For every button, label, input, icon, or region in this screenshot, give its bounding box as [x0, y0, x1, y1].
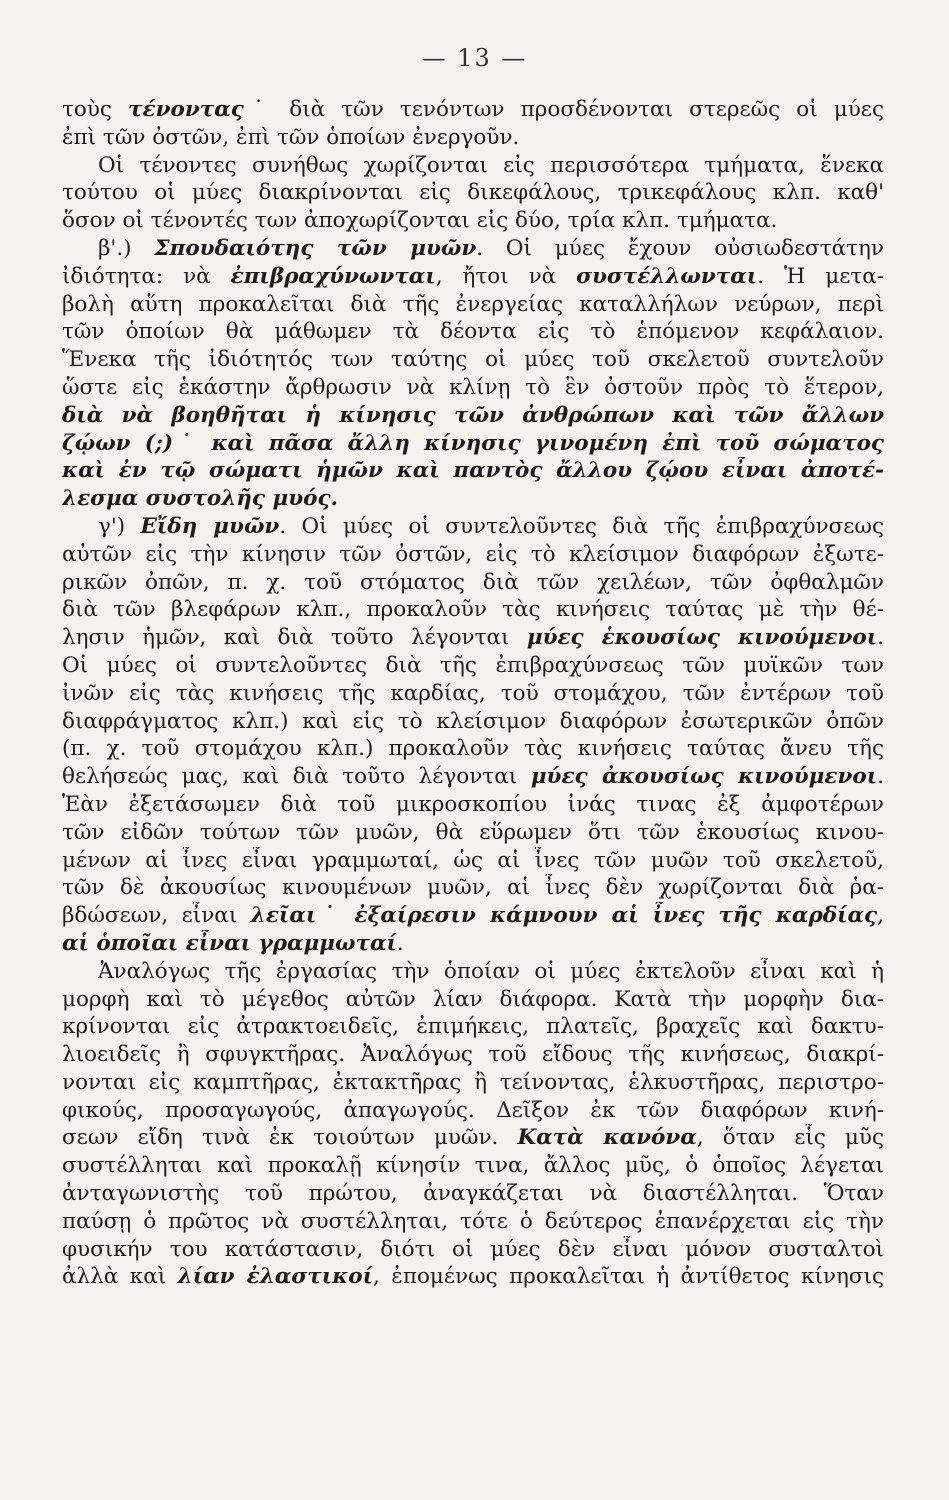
text-line [62, 207, 884, 235]
text-line [62, 680, 884, 708]
text-line [62, 179, 884, 207]
text-line [62, 1069, 884, 1097]
text-span: θελήσεώς μας, καὶ διὰ τοῦτο λέγονται [62, 764, 531, 790]
text-line [62, 1152, 884, 1180]
text-span: Ἀναλόγως τῆς ἐργασίας τὴν ὁποίαν οἱ μύες ἐκτελοῦν εἶναι καὶ ἡ [98, 958, 884, 984]
text-span: βολὴ αὕτη προκαλεῖται διὰ τῆς ἐνεργείας καταλλήλων νεύρων, περὶ [62, 291, 884, 317]
emphasis-text: λεῖαι˙ ἐξαίρεσιν κάμνουν αἱ ἶνες τῆς καρδίας [250, 903, 878, 929]
text-span: σεων εἴδη τινὰ ἐκ τοιούτων μυῶν. [62, 1125, 518, 1151]
text-span: παύσῃ ὁ πρῶτος νὰ συστέλληται, τότε ὁ δεύτερος ἐπανέρχεται εἰς τὴν [62, 1208, 884, 1234]
text-span: μορφὴ καὶ τὸ μέγεθος αὐτῶν λίαν διάφορα. Κατὰ τὴν μορφὴν δια- [62, 986, 884, 1012]
text-line [62, 763, 884, 791]
text-span: τῶν ὁποίων θὰ μάθωμεν τὰ δέοντα εἰς τὸ ἑπόμενον κεφάλαιον. [62, 319, 884, 345]
emphasis-text: ζῴων (;)˙ καὶ πᾶσα ἄλλη κίνησις γινομένη ἐπὶ τοῦ σώματος [62, 430, 884, 456]
text-line [62, 346, 884, 374]
text-line [62, 1263, 884, 1291]
text-span: β'.) [98, 235, 155, 261]
text-span: ρικῶν ὀπῶν, π. χ. τοῦ στόματος διὰ τῶν χειλέων, τῶν ὀφθαλμῶν [62, 569, 884, 595]
text-span: ἀλλὰ καὶ [62, 1264, 178, 1290]
emphasis-text: μύες ἑκουσίως κινούμενοι [526, 625, 878, 651]
text-span: ἐπὶ τῶν ὀστῶν, ἐπὶ τῶν ὁποίων ἐνεργοῦν. [62, 124, 520, 150]
text-span: βδώσεων, εἶναι [62, 903, 251, 929]
text-span: γ') [98, 513, 141, 539]
text-span: τῶν εἰδῶν τούτων τῶν μυῶν, θὰ εὕρωμεν ὅτι τῶν ἑκουσίως κινου- [62, 819, 884, 845]
text-span: ἰδιότητα: νὰ [62, 263, 231, 289]
text-span: Ἐὰν ἐξετάσωμεν διὰ τοῦ μικροσκοπίου ἰνάς τινας ἐξ ἀμφοτέρων [62, 791, 884, 817]
text-span: συστέλληται καὶ προκαλῇ κίνησίν τινα, ἄλλος μῦς, ὁ ὁποῖος λέγεται [62, 1153, 884, 1179]
text-span: ὅσον οἱ τένοντές των ἀποχωρίζονται εἰς δύο, τρία κλπ. τμήματα. [62, 208, 778, 234]
text-line [62, 318, 884, 346]
text-line [62, 430, 884, 458]
text-line [62, 791, 884, 819]
text-line [62, 124, 884, 152]
text-span: (π. χ. τοῦ στομάχου κλπ.) προκαλοῦν τὰς κινήσεις ταύτας ἄνευ τῆς [62, 736, 884, 762]
text-span: , ὅταν εἷς μῦς [696, 1125, 884, 1151]
text-line [62, 1041, 884, 1069]
text-line [62, 96, 884, 124]
text-line [62, 652, 884, 680]
text-line [62, 1236, 884, 1264]
text-line [62, 402, 884, 430]
text-span: διαφράγματος κλπ.) καὶ εἰς τὸ κλείσιμον διαφόρων ἐσωτερικῶν ὀπῶν [62, 708, 884, 734]
text-line [62, 569, 884, 597]
emphasis-text: λίαν ἐλαστικοί [177, 1264, 373, 1290]
text-span: μένων αἱ ἶνες εἶναι γραμμωταί, ὡς αἱ ἶνες τῶν μυῶν τοῦ σκελετοῦ, [62, 847, 884, 873]
text-span: . [396, 930, 404, 956]
text-line [62, 457, 884, 485]
text-span: αὐτῶν εἰς τὴν κίνησιν τῶν ὀστῶν, εἰς τὸ κλείσιμον διαφόρων ἐξωτε- [62, 541, 884, 567]
emphasis-text: καὶ ἐν τῷ σώματι ἡμῶν καὶ παντὸς ἄλλου ζῴου εἶναι ἀποτέ- [62, 458, 884, 484]
text-span: . Οἱ μύες ἔχουν οὐσιωδεστάτην [476, 235, 884, 261]
text-span: φικούς, προσαγωγούς, ἀπαγωγούς. Δεῖξον ἐκ τῶν διαφόρων κινή- [62, 1097, 884, 1123]
text-line [62, 1097, 884, 1125]
text-span: διὰ τῶν βλεφάρων κλπ., προκαλοῦν τὰς κινήσεις ταύτας μὲ τὴν θέ- [62, 597, 884, 623]
text-span: . Ἡ μετα- [757, 263, 884, 289]
text-span: . Οἱ μύες οἱ συντελοῦντες διὰ τῆς ἐπιβραχύνσεως [279, 513, 884, 539]
text-line [62, 374, 884, 402]
text-line [62, 1208, 884, 1236]
emphasis-text: λεσμα συστολῆς μυός. [62, 486, 339, 512]
text-line [62, 596, 884, 624]
text-span: ˙ διὰ τῶν τενόντων προσδένονται στερεῶς οἱ μύες [243, 97, 884, 122]
emphasis-text: Κατὰ κανόνα [517, 1125, 697, 1151]
text-span: κρίνονται εἰς ἀτρακτοειδεῖς, ἐπιμήκεις, πλατεῖς, βραχεῖς καὶ δακτυ- [62, 1014, 884, 1040]
text-line [62, 1013, 884, 1041]
text-span: τούτου οἱ μύες διακρίνονται εἰς δικεφάλους, τρικεφάλους κλπ. καθ' [62, 180, 884, 206]
body-text [62, 96, 884, 1291]
text-span: , ἐπομένως προκαλεῖται ἡ ἀντίθετος κίνησις [372, 1264, 884, 1290]
text-span: λησιν ἡμῶν, καὶ διὰ τοῦτο λέγονται [62, 625, 527, 651]
text-span: , ἤτοι νὰ [435, 263, 577, 289]
emphasis-text: τένοντας [128, 97, 244, 122]
text-span: Οἱ τένοντες συνήθως χωρίζονται εἰς περισσότερα τμήματα, ἕνεκα [98, 152, 884, 178]
emphasis-text: συστέλλωνται [576, 263, 758, 289]
text-line [62, 847, 884, 875]
text-span: τῶν δὲ ἀκουσίως κινουμένων μυῶν, αἱ ἶνες δὲν χωρίζονται διὰ ῥα- [62, 875, 884, 901]
text-line [62, 874, 884, 902]
emphasis-text: μύες ἀκουσίως κινούμενοι [530, 764, 878, 790]
page-number: — 13 — [421, 44, 528, 72]
text-line [62, 541, 884, 569]
text-span: λιοειδεῖς ἢ σφυγκτῆρας. Ἀναλόγως τοῦ εἴδους τῆς κινήσεως, διακρί- [62, 1042, 884, 1068]
text-line [62, 902, 884, 930]
text-span: ὥστε εἰς ἑκάστην ἄρθρωσιν νὰ κλίνῃ τὸ ἓν ὀστοῦν πρὸς τὸ ἕτερον, [62, 374, 884, 400]
text-line [62, 708, 884, 736]
text-span: . [877, 764, 884, 790]
text-line [62, 291, 884, 319]
text-line [62, 735, 884, 763]
text-line [62, 152, 884, 180]
text-line [62, 1180, 884, 1208]
text-line [62, 1124, 884, 1152]
text-line [62, 485, 884, 513]
emphasis-text: ἐπιβραχύνωνται [230, 263, 436, 289]
text-line [62, 235, 884, 263]
text-span: ἀνταγωνιστὴς τοῦ πρώτου, ἀναγκάζεται νὰ διαστέλληται. Ὅταν [62, 1181, 884, 1207]
text-line [62, 986, 884, 1014]
text-span: , [877, 903, 884, 929]
text-span: νονται εἰς καμπτῆρας, ἐκτακτῆρας ἢ τείνοντας, ἑλκυστῆρας, περιστρο- [62, 1069, 884, 1095]
emphasis-text: Εἴδη μυῶν [140, 513, 280, 539]
text-line [62, 263, 884, 291]
text-line [62, 930, 884, 958]
text-line [62, 958, 884, 986]
emphasis-text: Σπουδαιότης τῶν μυῶν [154, 235, 477, 261]
text-line [62, 513, 884, 541]
text-span: ἰνῶν εἰς τὰς κινήσεις τῆς καρδίας, τοῦ στομάχου, τῶν ἐντέρων τοῦ [62, 680, 884, 706]
emphasis-text: αἱ ὁποῖαι εἶναι γραμμωταί [62, 930, 397, 956]
emphasis-text: διὰ νὰ βοηθῆται ἡ κίνησις τῶν ἀνθρώπων καὶ τῶν ἄλλων [62, 402, 884, 428]
text-span: φυσικήν του κατάστασιν, διότι οἱ μύες δὲν εἶναι μόνον συσταλτοὶ [62, 1236, 884, 1262]
text-line [62, 624, 884, 652]
text-span: τοὺς [62, 97, 129, 122]
text-line [62, 819, 884, 847]
text-span: Οἱ μύες οἱ συντελοῦντες διὰ τῆς ἐπιβραχύνσεως τῶν μυϊκῶν των [62, 652, 884, 678]
text-span: . [877, 625, 884, 651]
text-span: Ἕνεκα τῆς ἰδιότητός των ταύτης οἱ μύες τοῦ σκελετοῦ συντελοῦν [62, 347, 884, 373]
